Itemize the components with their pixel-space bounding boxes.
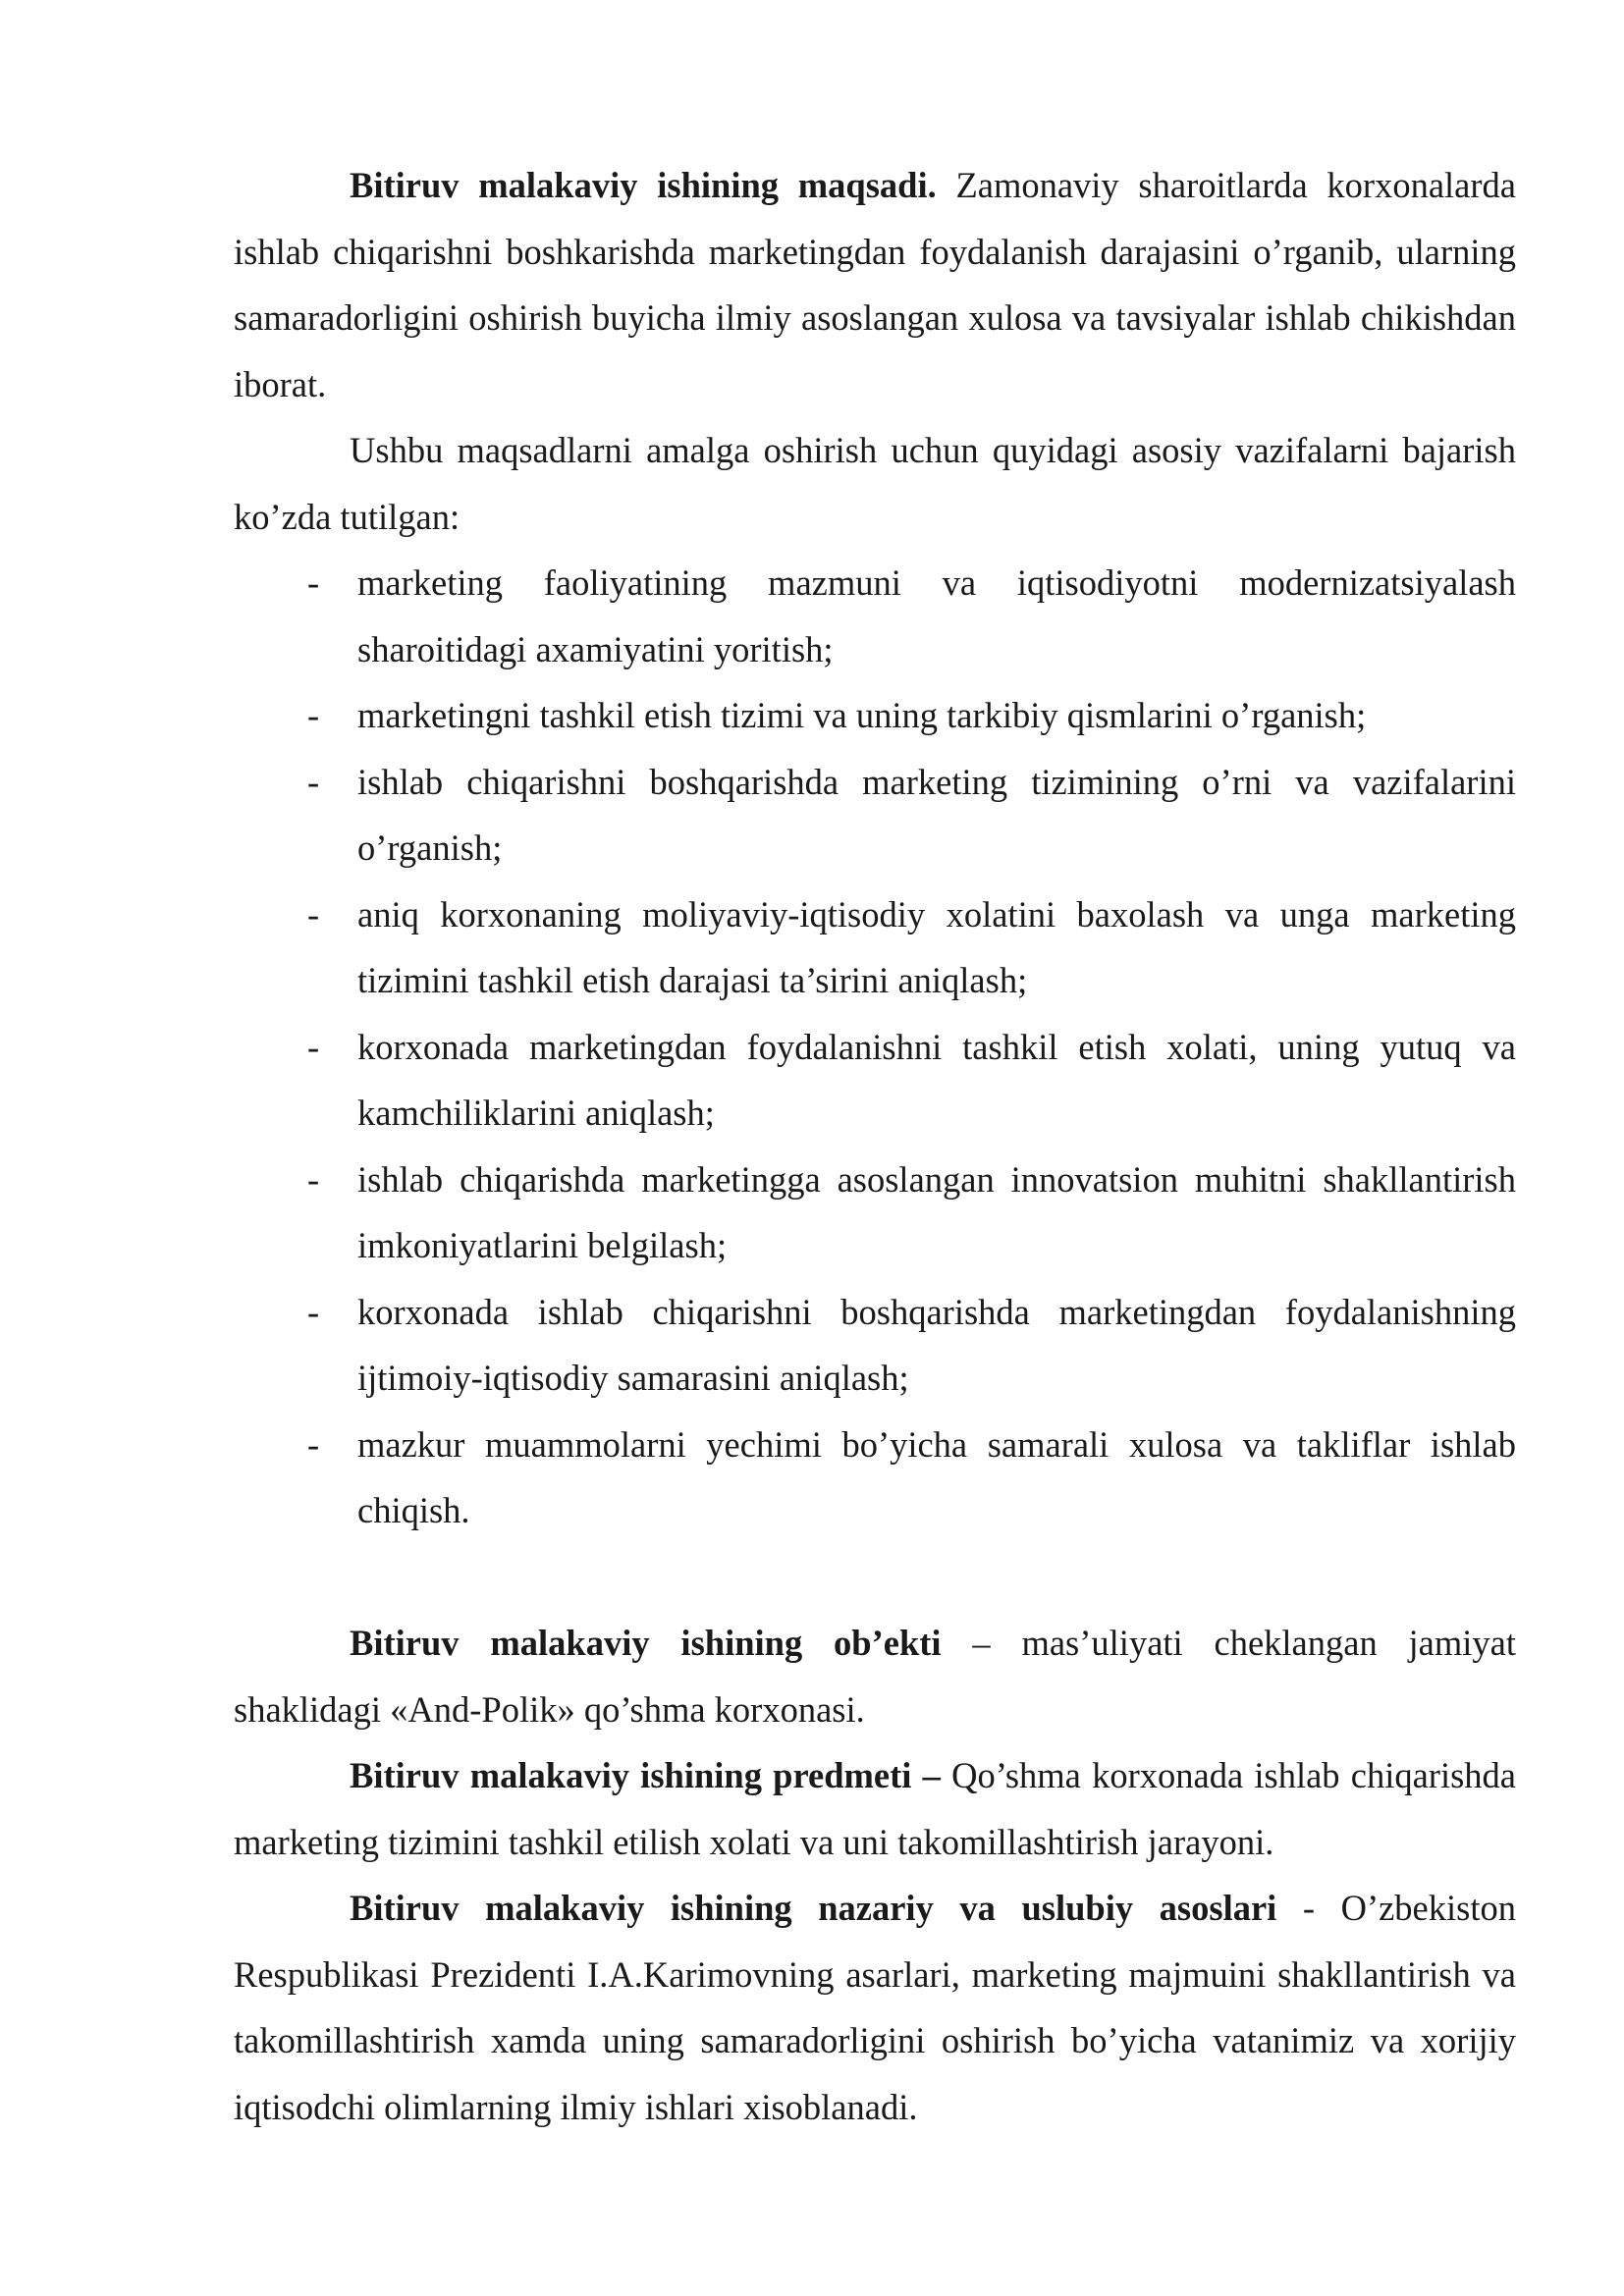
list-item-text: ishlab chiqarishni boshqarishda marketing tizimining o’rni va vazifalarini o’rganish; [357,761,1516,868]
object-heading: Bitiruv malakaviy ishining ob’ekti [350,1623,942,1663]
list-item-text: aniq korxonaning moliyaviy-iqtisodiy xolatini baxolash va unga marketing tizimini tashkil etish darajasi ta’sirini aniqlash; [357,893,1516,1000]
list-bullet: - [307,695,320,735]
subject-heading: Bitiruv malakaviy ishining predmeti – [350,1755,941,1795]
paragraph-spacer [234,1544,1516,1611]
object-paragraph [234,1610,1516,1742]
list-item [234,1412,1516,1544]
purpose-text: Zamonaviy sharoitlarda korxonalarda ishlab chiqarishni boshkarishda marketingdan foydalanish darajasini o’rganib, ularning samaradorligini oshirish buyicha ilmiy asoslangan xulosa va tavsiyalar ishlab chikishdan iborat. [234,165,1516,404]
list-item-text: marketingni tashkil etish tizimi va uning tarkibiy qismlarini o’rganish; [357,695,1367,735]
foundations-paragraph [234,1875,1516,2140]
list-bullet: - [307,1026,320,1067]
foundations-text: - O’zbekiston Respublikasi Prezidenti I.A.Karimovning asarlari, marketing majmuini shakllantirish va takomillashtirish xamda uning samaradorligini oshirish bo’yicha vatanimiz va xorijiy iqtisodchi olimlarning ilmiy ishlari xisoblanadi. [234,1888,1516,2127]
tasks-list [234,550,1516,1544]
list-item-text: korxonada marketingdan foydalanishni tashkil etish xolati, uning yutuq va kamchiliklarini aniqlash; [357,1026,1516,1133]
purpose-heading: Bitiruv malakaviy ishining maqsadi. [350,165,937,205]
tasks-intro: Ushbu maqsadlarni amalga oshirish uchun quyidagi asosiy vazifalarni bajarish ko’zda tutilgan: [234,430,1516,537]
list-bullet: - [307,893,320,934]
document-page [234,152,1516,2140]
subject-text: Qo’shma korxonada ishlab chiqarishda marketing tizimini tashkil etilish xolati va uni takomillashtirish jarayoni. [234,1755,1516,1862]
list-item [234,682,1516,749]
list-item-text: ishlab chiqarishda marketingga asoslangan innovatsion muhitni shakllantirish imkoniyatlarini belgilash; [357,1158,1516,1265]
list-bullet: - [307,1158,320,1200]
list-item [234,550,1516,682]
foundations-heading: Bitiruv malakaviy ishining nazariy va uslubiy asoslari [350,1888,1277,1928]
list-item [234,1279,1516,1412]
list-item-text: mazkur muammolarni yechimi bo’yicha samarali xulosa va takliflar ishlab chiqish. [357,1423,1516,1530]
subject-paragraph [234,1742,1516,1875]
purpose-paragraph [234,152,1516,417]
list-item-text: marketing faoliyatining mazmuni va iqtisodiyotni modernizatsiyalash sharoitidagi axamiyatini yoritish; [357,562,1516,669]
list-item [234,1147,1516,1279]
list-bullet: - [307,562,320,603]
list-item [234,749,1516,881]
list-item [234,881,1516,1014]
object-text: – mas’uliyati cheklangan jamiyat shaklidagi «And-Polik» qo’shma korxonasi. [234,1623,1516,1730]
list-bullet: - [307,761,320,802]
list-item-text: korxonada ishlab chiqarishni boshqarishda marketingdan foydalanishning ijtimoiy-iqtisodiy samarasini aniqlash; [357,1291,1516,1398]
list-item [234,1014,1516,1147]
list-bullet: - [307,1291,320,1332]
list-bullet: - [307,1423,320,1465]
